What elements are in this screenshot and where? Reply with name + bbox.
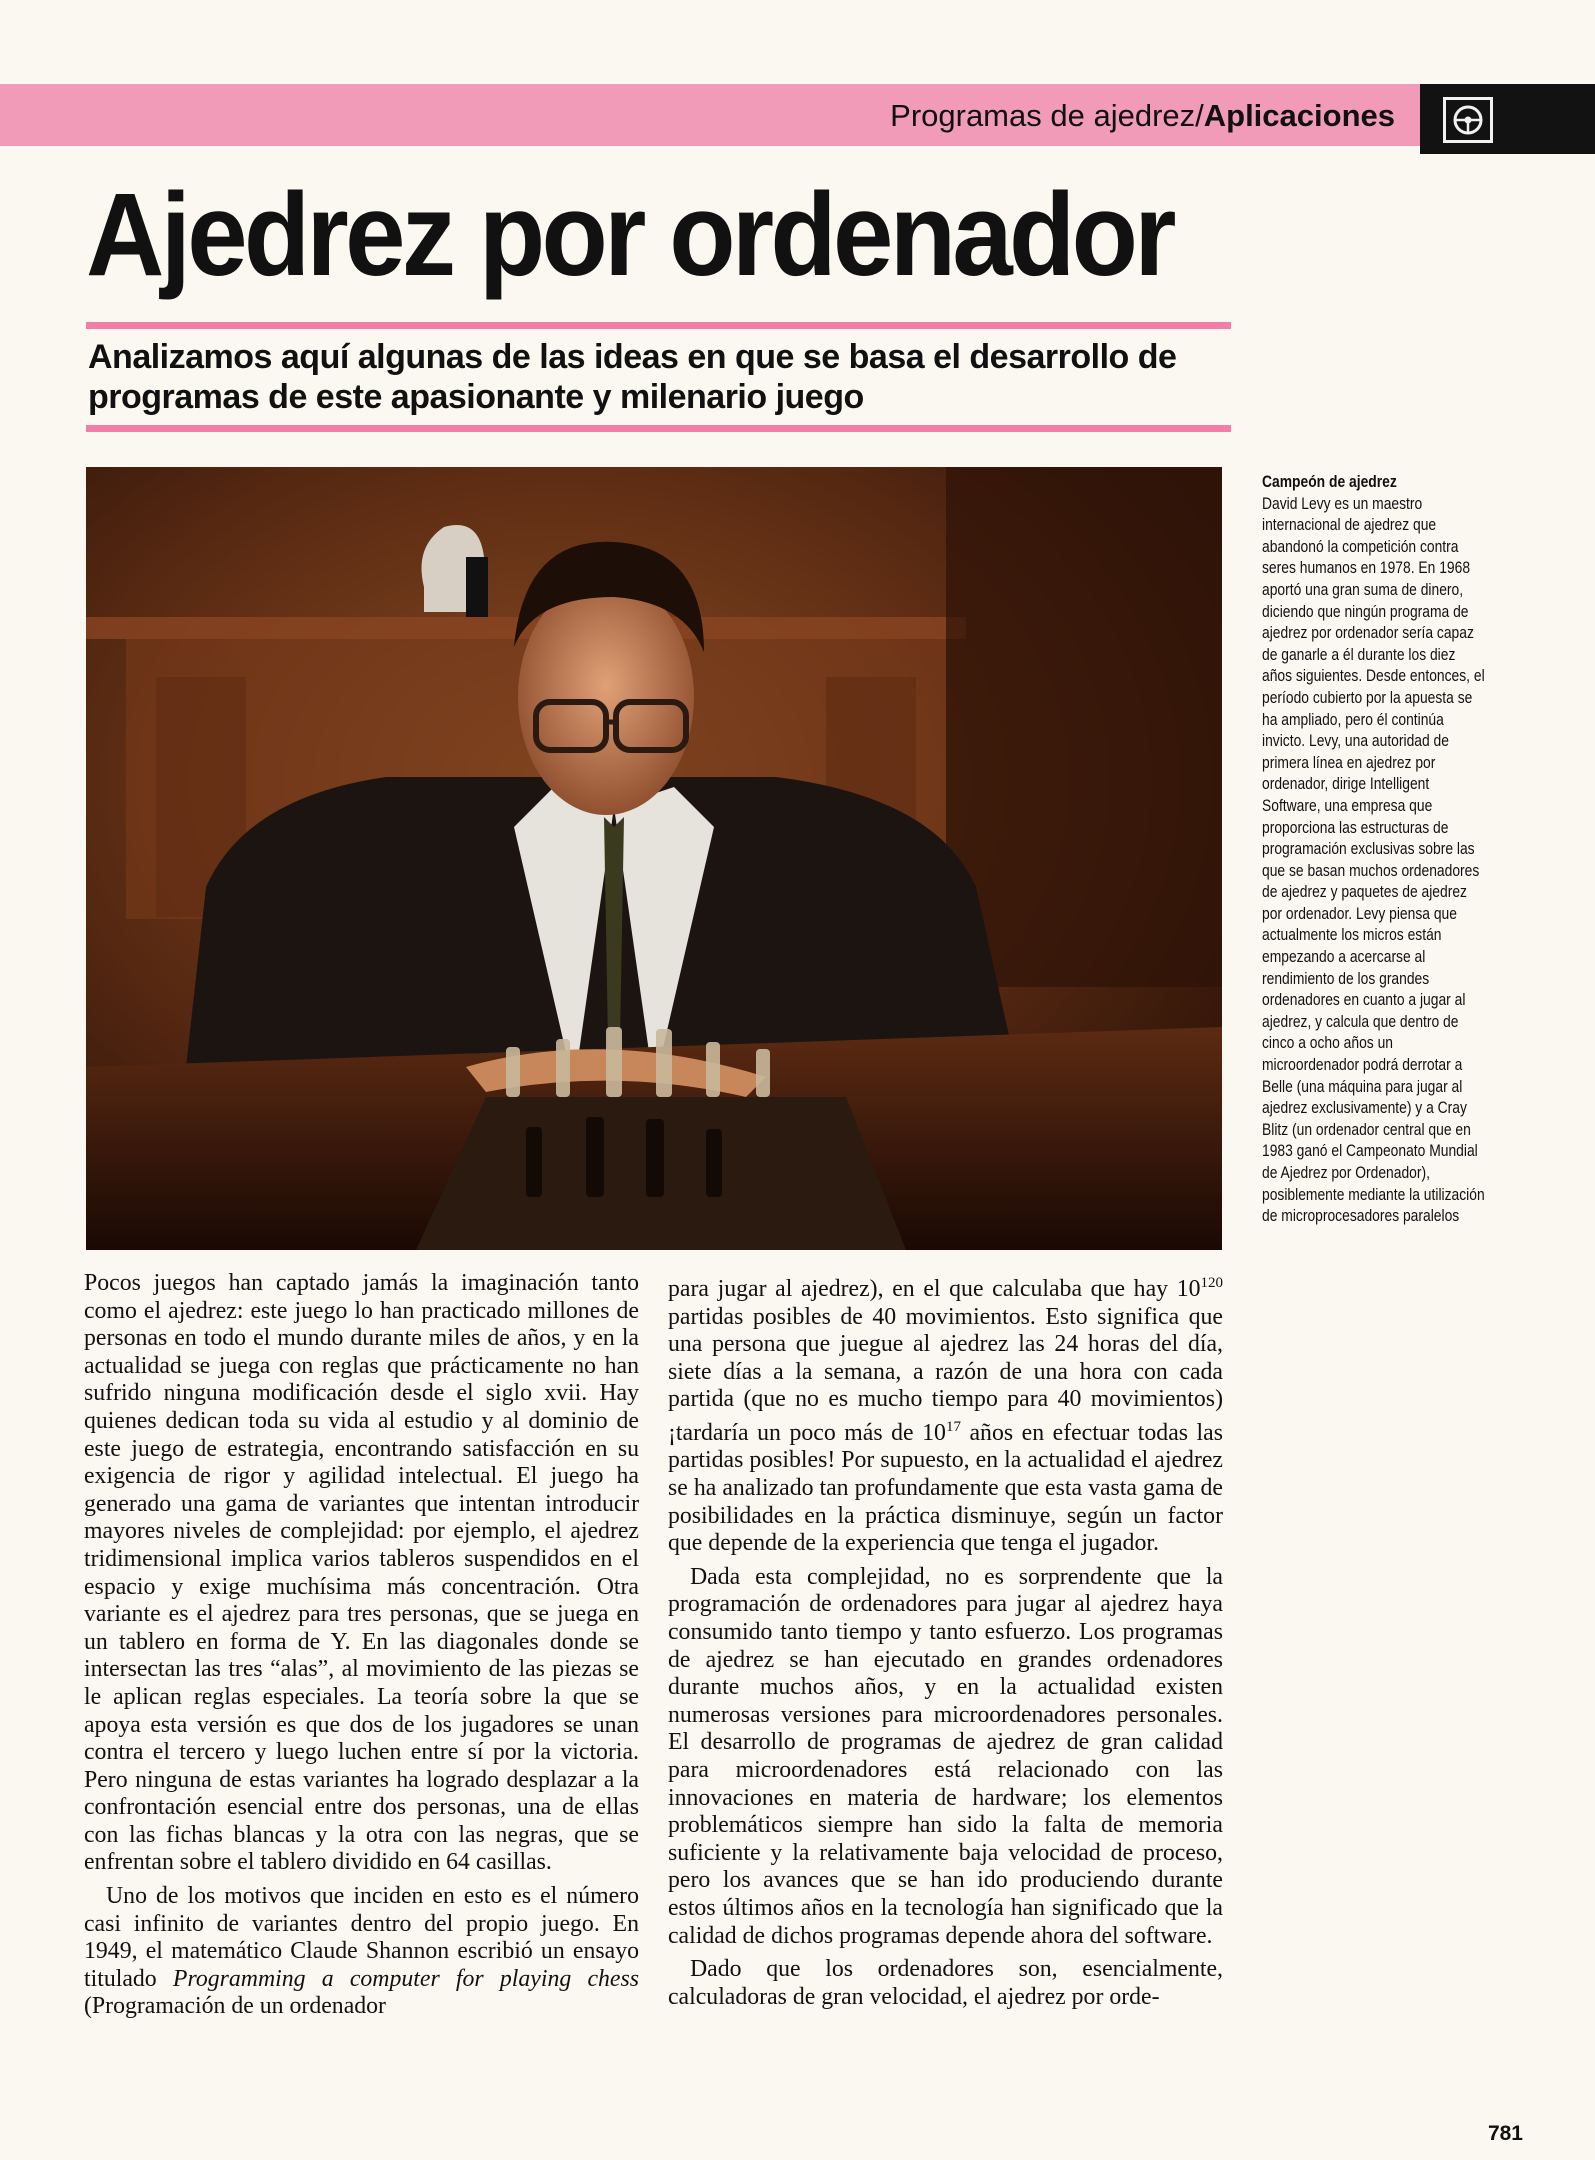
- rule-bottom: [86, 425, 1231, 432]
- paragraph: Uno de los motivos que inciden en esto es el número casi infinito de variantes dentro del propio juego. En 1949, el matemático Claude Shannon escribió un ensayo titulado Programming a computer for playing chess (Programación de un ordenador: [84, 1883, 639, 2020]
- page-number: 781: [1487, 2122, 1523, 2145]
- paragraph: para jugar al ajedrez), en el que calculaba que hay $10^{120}$ partidas posibles de 40 movimientos. Esto significa que una persona que juegue al ajedrez las 24 horas del día, siete días a la semana, a razón de una hora con cada partida (que no es mucho tiempo para 40 movimientos) ¡tardaría un poco más de $10^{17}$ años en efectuar todas las partidas posibles! Por supuesto, en la actualidad el ajedrez se ha analizado tan profundamente que esta vasta gama de posibilidades en la práctica disminuye, según un factor que depende de la experiencia que tenga el jugador.: [668, 1275, 1223, 1557]
- page-title: Ajedrez por ordenador: [86, 169, 1173, 301]
- caption-title: Campeón de ajedrez: [1262, 473, 1397, 491]
- photo-caption: [1262, 472, 1487, 1228]
- body-column-1: [84, 1270, 639, 2021]
- paragraph: Pocos juegos han captado jamás la imaginación tanto como el ajedrez: este juego lo han practicado millones de personas en todo el mundo durante miles de años, y en la actualidad se juega con reglas que prácticamente no han sufrido ninguna modificación desde el siglo xvii. Hay quienes dedican toda su vida al estudio y al dominio de este juego de estrategia, encontrando satisfacción en su exigencia de rigor y agilidad intelectual. El juego ha generado una gama de variantes que intentan introducir mayores niveles de complejidad: por ejemplo, el ajedrez tridimensional implica varios tableros suspendidos en el espacio y exige muchísima más concentración. Otra variante es el ajedrez para tres personas, que se juega en un tablero en forma de Y. En las diagonales donde se intersectan las tres “alas”, al movimiento de las piezas se le aplican reglas especiales. La teoría sobre la que se apoya esta versión es que dos de los jugadores se unan contra el tercero y luego luchen entre sí por la victoria. Pero ninguna de estas variantes ha logrado desplazar a la confrontación esencial entre dos personas, una de ellas con las fichas blancas y la otra con las negras, que se enfrentan sobre el tablero dividido en 64 casillas.: [84, 1270, 639, 1876]
- steering-wheel-icon: [1443, 97, 1493, 143]
- paragraph: Dado que los ordenadores son, esencialmente, calculadoras de gran velocidad, el ajedrez por orde-: [668, 1956, 1223, 2010]
- body-column-2: [668, 1270, 1223, 2011]
- paragraph: Dada esta complejidad, no es sorprendente que la programación de ordenadores para jugar al ajedrez haya consumido tanto tiempo y tanto esfuerzo. Los programas de ajedrez se han ejecutado en grandes ordenadores durante muchos años, y en la actualidad existen numerosas versiones para microordenadores personales. El desarrollo de programas de ajedrez de gran calidad para microordenadores está relacionado con las innovaciones en materia de hardware; los elementos problemáticos siempre han sido la falta de memoria suficiente y la relativamente baja velocidad de proceso, pero los avances que se han ido produciendo durante estos últimos años en la tecnología han significado que la calidad de dichos programas depende ahora del software.: [668, 1563, 1223, 1949]
- header-category: Aplicaciones: [1203, 98, 1395, 133]
- subtitle: Analizamos aquí algunas de las ideas en que se basa el desarrollo de programas de este apasionante y milenario juego: [88, 338, 1177, 416]
- header-section-title: [890, 98, 1395, 134]
- caption-text: David Levy es un maestro internacional de ajedrez que abandonó la competición contra seres humanos en 1978. En 1968 aportó una gran suma de dinero, diciendo que ningún programa de ajedrez por ordenador sería capaz de ganarle a él durante los diez años siguientes. Desde entonces, el período cubierto por la apuesta se ha ampliado, pero él continúa invicto. Levy, una autoridad de primera línea en ajedrez por ordenador, dirige Intelligent Software, una empresa que proporciona las estructuras de programación exclusivas sobre las que se basan muchos ordenadores de ajedrez y paquetes de ajedrez por ordenador. Levy piensa que actualmente los micros están empezando a acercarse al rendimiento de los grandes ordenadores en cuanto a jugar al ajedrez, y calcula que dentro de cinco a ocho años un microordenador podrá derrotar a Belle (una máquina para jugar al ajedrez exclusivamente) y a Cray Blitz (un ordenador central que en 1983 ganó el Campeonato Mundial de Ajedrez por Ordenador), posiblemente mediante la utilización de microprocesadores paralelos: [1262, 494, 1485, 1226]
- header-section: Programas de ajedrez/: [890, 98, 1204, 133]
- rule-top: [86, 322, 1231, 329]
- photo-chess-master: [86, 467, 1222, 1250]
